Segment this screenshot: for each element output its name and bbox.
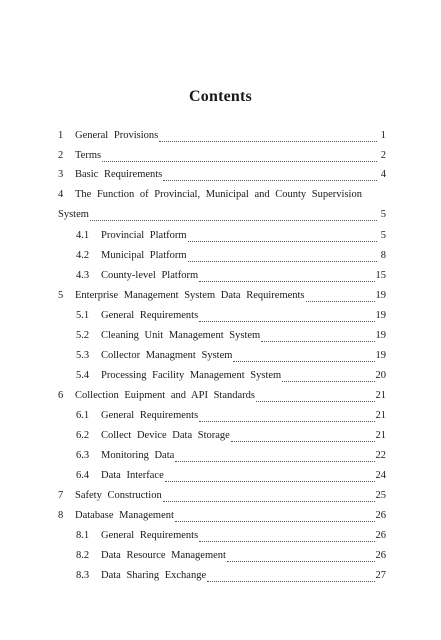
toc-entry-first-line[interactable]	[58, 188, 362, 202]
toc-entry[interactable]	[76, 229, 386, 243]
leader-dots	[231, 432, 375, 442]
toc-entry-title: Data Resource Management	[101, 550, 226, 561]
page-title: Contents	[189, 88, 252, 105]
toc-entry-number: 6.1	[76, 410, 90, 421]
toc-entry-page: 8	[380, 250, 386, 261]
toc-entry-page: 22	[375, 450, 386, 461]
toc-entry-page: 26	[375, 550, 386, 561]
toc-entry[interactable]	[76, 349, 386, 363]
toc-entry[interactable]	[76, 309, 386, 323]
toc-entry-number: 6.3	[76, 450, 90, 461]
toc-entry-title: Monitoring Data	[101, 450, 175, 461]
leader-dots	[233, 352, 374, 362]
toc-entry[interactable]	[76, 449, 386, 463]
leader-dots	[163, 171, 377, 181]
toc-entry-number: 4.1	[76, 230, 90, 241]
leader-dots	[207, 572, 374, 582]
toc-entry[interactable]	[76, 409, 386, 423]
toc-entry[interactable]	[58, 289, 386, 303]
toc-entry-title: Municipal Platform	[101, 250, 187, 261]
toc-entry-number: 5.3	[76, 350, 90, 361]
toc-entry-number: 4.2	[76, 250, 90, 261]
toc-entry-title: General Requirements	[101, 530, 199, 541]
toc-entry-number: 6.4	[76, 470, 90, 481]
toc-entry-number: 1	[58, 130, 64, 141]
leader-dots	[188, 232, 377, 242]
toc-entry-title: General Provisions	[75, 130, 159, 141]
toc-entry-page: 27	[375, 570, 386, 581]
toc-entry-page: 15	[375, 270, 386, 281]
toc-entry[interactable]	[76, 269, 386, 283]
leader-dots	[159, 132, 377, 142]
toc-entry-page: 5	[380, 209, 386, 220]
leader-dots	[227, 552, 375, 562]
toc-entry-page: 1	[380, 130, 386, 141]
toc-entry-title-continued: System	[58, 209, 89, 220]
toc-entry-page: 19	[375, 290, 386, 301]
toc-entry-title: Collect Device Data Storage	[101, 430, 230, 441]
toc-entry-page: 26	[375, 510, 386, 521]
leader-dots	[199, 412, 374, 422]
toc-entry-page: 21	[375, 390, 386, 401]
toc-entry[interactable]	[76, 329, 386, 343]
leader-dots	[90, 211, 377, 221]
toc-entry-number: 6	[58, 390, 64, 401]
toc-entry-page: 4	[380, 169, 386, 180]
toc-entry-title: Cleaning Unit Management System	[101, 330, 261, 341]
toc-entry-title: Terms	[75, 150, 102, 161]
leader-dots	[188, 252, 377, 262]
leader-dots	[261, 332, 374, 342]
toc-entry-title: Provincial Platform	[101, 230, 187, 241]
leader-dots	[306, 292, 375, 302]
toc-entry[interactable]	[58, 129, 386, 143]
toc-entry-title: The Function of Provincial, Municipal and County Supervision	[75, 189, 362, 200]
toc-entry-page: 19	[375, 310, 386, 321]
leader-dots	[102, 152, 377, 162]
toc-entry-number: 5.1	[76, 310, 90, 321]
toc-entry[interactable]	[76, 429, 386, 443]
toc-entry-title: General Requirements	[101, 310, 199, 321]
toc-entry[interactable]	[58, 168, 386, 182]
toc-entry-number: 5.2	[76, 330, 90, 341]
toc-entry-title: Enterprise Management System Data Requirements	[75, 290, 305, 301]
leader-dots	[199, 532, 374, 542]
toc-entry-page: 21	[375, 410, 386, 421]
toc-entry-title: Data Interface	[101, 470, 164, 481]
leader-dots	[199, 312, 374, 322]
toc-entry-title: Data Sharing Exchange	[101, 570, 207, 581]
toc-entry-title: General Requirements	[101, 410, 199, 421]
leader-dots	[282, 372, 374, 382]
toc-entry-number: 4	[58, 189, 64, 200]
leader-dots	[256, 392, 375, 402]
toc-entry[interactable]	[76, 529, 386, 543]
toc-entry-number: 8.3	[76, 570, 90, 581]
toc-entry[interactable]	[58, 509, 386, 523]
toc-entry[interactable]	[76, 549, 386, 563]
toc-entry-page: 2	[380, 150, 386, 161]
toc-entry[interactable]	[76, 249, 386, 263]
toc-entry[interactable]	[58, 389, 386, 403]
toc-entry-page: 20	[375, 370, 386, 381]
toc-entry-number: 2	[58, 150, 64, 161]
toc-entry[interactable]	[76, 469, 386, 483]
toc-entry-page: 24	[375, 470, 386, 481]
leader-dots	[175, 512, 375, 522]
toc-entry-continuation[interactable]	[58, 208, 386, 222]
toc-entry-title: Processing Facility Management System	[101, 370, 282, 381]
toc-entry-title: Collection Euipment and API Standards	[75, 390, 255, 401]
toc-entry-page: 19	[375, 330, 386, 341]
toc-entry-page: 26	[375, 530, 386, 541]
leader-dots	[163, 492, 375, 502]
toc-entry-number: 4.3	[76, 270, 90, 281]
toc-entry-number: 7	[58, 490, 64, 501]
toc-entry[interactable]	[58, 149, 386, 163]
toc-entry-number: 5.4	[76, 370, 90, 381]
leader-dots	[175, 452, 374, 462]
toc-entry[interactable]	[76, 569, 386, 583]
leader-dots	[199, 272, 374, 282]
toc-entry-title: Collector Managment System	[101, 350, 233, 361]
toc-entry[interactable]	[58, 489, 386, 503]
toc-entry-number: 3	[58, 169, 64, 180]
toc-entry-title: Database Management	[75, 510, 174, 521]
toc-entry-number: 8.2	[76, 550, 90, 561]
leader-dots	[165, 472, 375, 482]
toc-entry-page: 19	[375, 350, 386, 361]
toc-entry-number: 6.2	[76, 430, 90, 441]
toc-entry-title: Basic Requirements	[75, 169, 163, 180]
toc-entry-page: 25	[375, 490, 386, 501]
toc-entry-number: 8	[58, 510, 64, 521]
toc-entry-page: 5	[380, 230, 386, 241]
toc-entry-number: 8.1	[76, 530, 90, 541]
toc-entry-number: 5	[58, 290, 64, 301]
toc-entry-title: Safety Construction	[75, 490, 162, 501]
toc-entry[interactable]	[76, 369, 386, 383]
toc-entry-page: 21	[375, 430, 386, 441]
toc-entry-title: County-level Platform	[101, 270, 199, 281]
